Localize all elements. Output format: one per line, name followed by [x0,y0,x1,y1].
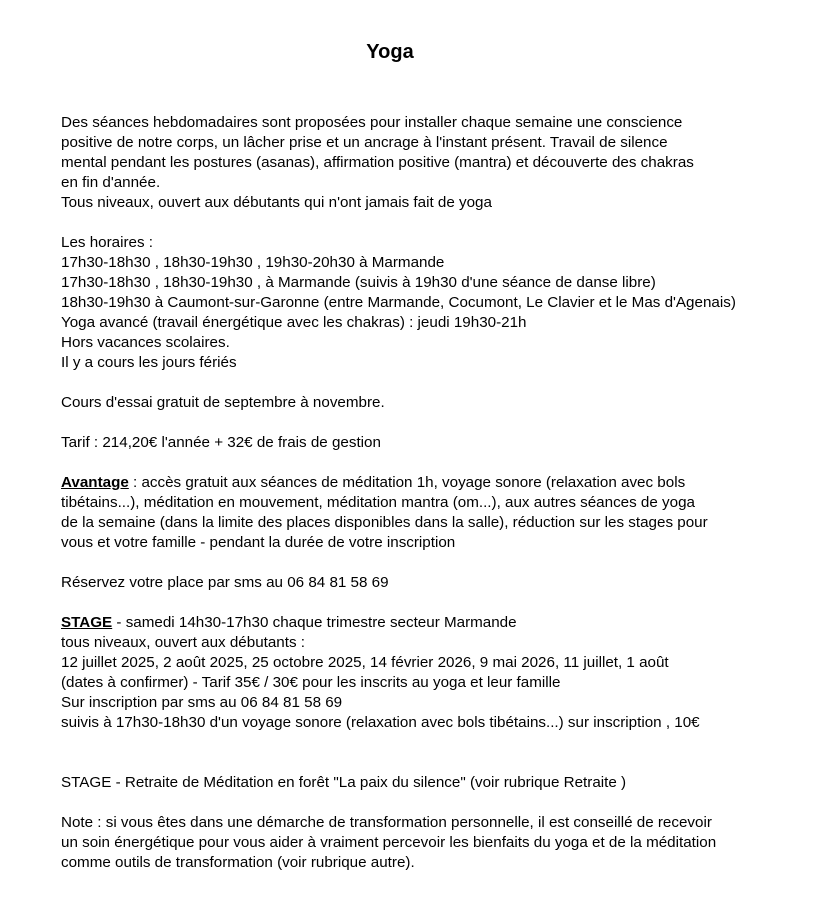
trial-text: Cours d'essai gratuit de septembre à novembre. [61,394,385,411]
schedule-line: Il y a cours les jours fériés [61,354,237,371]
spacer [61,373,821,393]
intro-line: mental pendant les postures (asanas), affirmation positive (mantra) et découverte des chakras [61,154,694,171]
spacer [61,453,821,473]
stage-line: (dates à confirmer) - Tarif 35€ / 30€ pour les inscrits au yoga et leur famille [61,674,561,691]
page-content [61,113,821,873]
avantage-line: tibétains...), méditation en mouvement, méditation mantra (om...), aux autres séances de yoga [61,494,695,511]
spacer [61,413,821,433]
spacer [61,553,821,573]
intro-line: Tous niveaux, ouvert aux débutants qui n'ont jamais fait de yoga [61,194,492,211]
schedule-line: 18h30-19h30 à Caumont-sur-Garonne (entre Marmande, Cocumont, Le Clavier et le Mas d'Agenais) [61,294,736,311]
stage-label: STAGE [61,614,113,631]
intro-line: positive de notre corps, un lâcher prise et un ancrage à l'instant présent. Travail de silence [61,134,668,151]
intro-paragraph [61,113,821,213]
schedule-heading: Les horaires : [61,234,154,251]
avantage-line: vous et votre famille - pendant la durée de votre inscription [61,534,456,551]
schedule-line: 17h30-18h30 , 18h30-19h30 , 19h30-20h30 à Marmande [61,254,445,271]
stage-text: - samedi 14h30-17h30 chaque trimestre secteur Marmande [112,614,517,631]
page-title: Yoga [366,41,414,63]
spacer [61,593,821,613]
reserve-text: Réservez votre place par sms au 06 84 81 58 69 [61,574,389,591]
schedule-line: Hors vacances scolaires. [61,334,230,351]
schedule-line: 17h30-18h30 , 18h30-19h30 , à Marmande (suivis à 19h30 d'une séance de danse libre) [61,274,656,291]
stage-first-line [61,613,821,633]
avantage-text: : accès gratuit aux séances de méditation 1h, voyage sonore (relaxation avec bols [128,474,686,491]
avantage-line: de la semaine (dans la limite des places disponibles dans la salle), réduction sur les stages pour [61,514,708,531]
stage-section [61,613,821,733]
stage-line: tous niveaux, ouvert aux débutants : [61,634,306,651]
stage-line: suivis à 17h30-18h30 d'un voyage sonore (relaxation avec bols tibétains...) sur inscription , 10€ [61,714,700,731]
spacer [61,213,821,233]
note-line: Note : si vous êtes dans une démarche de transformation personnelle, il est conseillé de recevoir [61,814,712,831]
schedule-section [61,233,821,373]
note-section [61,813,821,873]
tarif-text: Tarif : 214,20€ l'année + 32€ de frais de gestion [61,434,381,451]
intro-line: Des séances hebdomadaires sont proposées pour installer chaque semaine une conscience [61,114,683,131]
stage-line: 12 juillet 2025, 2 août 2025, 25 octobre 2025, 14 février 2026, 9 mai 2026, 11 juillet, 1 août [61,654,669,671]
note-line: un soin énergétique pour vous aider à vraiment percevoir les bienfaits du yoga et de la méditation [61,834,717,851]
retreat-text: STAGE - Retraite de Méditation en forêt "La paix du silence" (voir rubrique Retraite ) [61,774,627,791]
stage-line: Sur inscription par sms au 06 84 81 58 69 [61,694,343,711]
spacer [61,793,821,813]
note-line: comme outils de transformation (voir rubrique autre). [61,854,415,871]
spacer [61,733,821,773]
avantage-label: Avantage [61,474,129,491]
schedule-line: Yoga avancé (travail énergétique avec les chakras) : jeudi 19h30-21h [61,314,527,331]
avantage-first-line [61,473,821,493]
intro-line: en fin d'année. [61,174,161,191]
avantage-section [61,473,821,553]
